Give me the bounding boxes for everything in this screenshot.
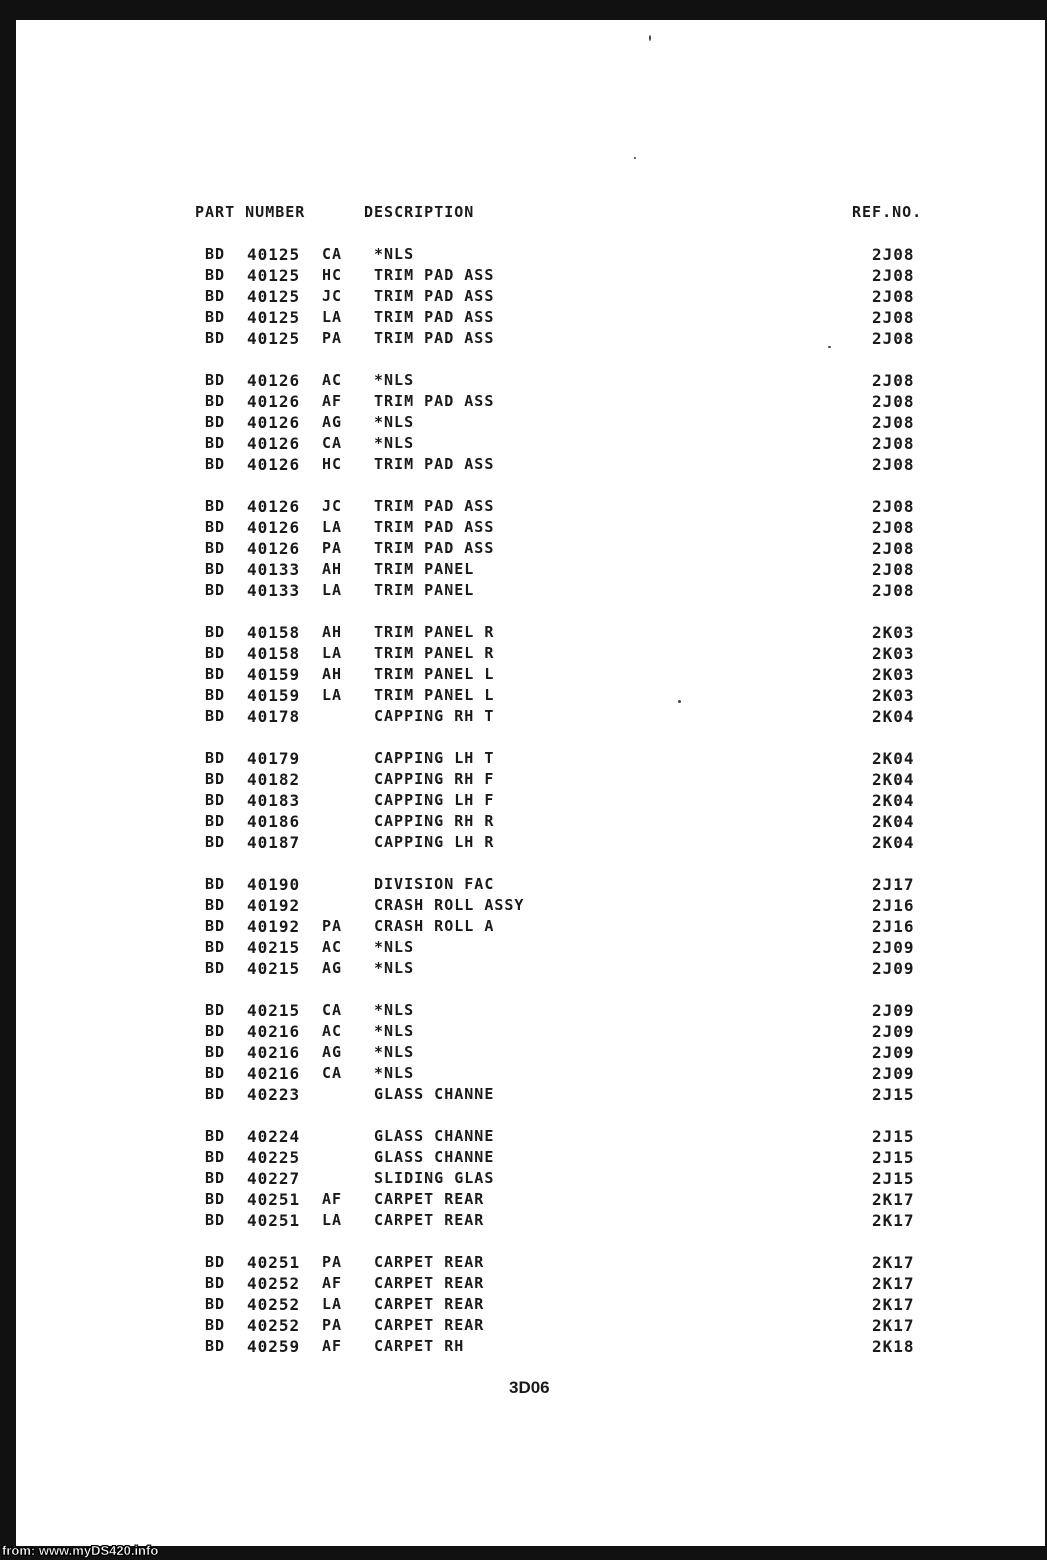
scan-speck	[828, 346, 831, 348]
part-prefix: BD	[205, 686, 226, 704]
table-row	[16, 1084, 1045, 1105]
part-variant: PA	[322, 917, 343, 935]
ref-number: 2J15	[872, 1148, 915, 1167]
part-number: 40126	[247, 392, 301, 411]
table-row	[16, 790, 1045, 811]
part-description: TRIM PANEL	[374, 581, 475, 599]
part-number: 40259	[247, 1337, 301, 1356]
scan-speck	[649, 35, 651, 41]
part-description: CAPPING RH R	[374, 812, 495, 830]
table-row	[16, 664, 1045, 685]
part-prefix: BD	[205, 1169, 226, 1187]
part-description: *NLS	[374, 1064, 415, 1082]
part-variant: LA	[322, 1211, 343, 1229]
part-variant: CA	[322, 1064, 343, 1082]
ref-number: 2K17	[872, 1211, 915, 1230]
ref-number: 2J09	[872, 959, 915, 978]
part-variant: AF	[322, 1190, 343, 1208]
table-row	[16, 307, 1045, 328]
part-description: CAPPING RH T	[374, 707, 495, 725]
table-row	[16, 370, 1045, 391]
part-prefix: BD	[205, 539, 226, 557]
part-description: CRASH ROLL A	[374, 917, 495, 935]
part-description: CRASH ROLL ASSY	[374, 896, 525, 914]
table-row	[16, 769, 1045, 790]
part-description: *NLS	[374, 413, 415, 431]
part-variant: PA	[322, 539, 343, 557]
part-prefix: BD	[205, 1211, 226, 1229]
parts-group	[16, 1252, 1045, 1357]
table-row	[16, 580, 1045, 601]
scan-speck	[678, 700, 681, 703]
watermark-text: from: www.myDS420.info	[2, 1543, 159, 1558]
ref-number: 2K04	[872, 770, 915, 789]
table-row	[16, 391, 1045, 412]
part-number: 40252	[247, 1295, 301, 1314]
ref-number: 2J08	[872, 413, 915, 432]
part-prefix: BD	[205, 308, 226, 326]
ref-number: 2K17	[872, 1274, 915, 1293]
ref-number: 2J15	[872, 1169, 915, 1188]
part-prefix: BD	[205, 560, 226, 578]
table-row	[16, 244, 1045, 265]
part-prefix: BD	[205, 938, 226, 956]
table-row	[16, 1294, 1045, 1315]
part-description: *NLS	[374, 371, 415, 389]
part-number: 40125	[247, 245, 301, 264]
part-description: CAPPING LH T	[374, 749, 495, 767]
part-number: 40224	[247, 1127, 301, 1146]
table-row	[16, 706, 1045, 727]
part-prefix: BD	[205, 1001, 226, 1019]
part-number: 40125	[247, 308, 301, 327]
parts-list	[16, 244, 1045, 1378]
part-variant: AH	[322, 623, 343, 641]
ref-number: 2J08	[872, 581, 915, 600]
part-variant: CA	[322, 434, 343, 452]
part-number: 40126	[247, 434, 301, 453]
part-prefix: BD	[205, 1253, 226, 1271]
ref-number: 2J08	[872, 497, 915, 516]
part-variant: AH	[322, 665, 343, 683]
ref-number: 2J16	[872, 896, 915, 915]
part-prefix: BD	[205, 518, 226, 536]
ref-number: 2J15	[872, 1127, 915, 1146]
part-variant: AG	[322, 413, 343, 431]
part-variant: AF	[322, 392, 343, 410]
part-description: CARPET REAR	[374, 1295, 485, 1313]
part-number: 40192	[247, 896, 301, 915]
ref-number: 2J08	[872, 560, 915, 579]
part-prefix: BD	[205, 917, 226, 935]
part-variant: JC	[322, 287, 343, 305]
parts-group	[16, 1126, 1045, 1231]
part-number: 40126	[247, 413, 301, 432]
part-number: 40216	[247, 1064, 301, 1083]
part-number: 40216	[247, 1022, 301, 1041]
part-number: 40179	[247, 749, 301, 768]
ref-number: 2K03	[872, 623, 915, 642]
ref-number: 2J09	[872, 1043, 915, 1062]
ref-number: 2J17	[872, 875, 915, 894]
ref-number: 2J08	[872, 455, 915, 474]
part-prefix: BD	[205, 896, 226, 914]
part-description: CAPPING RH F	[374, 770, 495, 788]
table-row	[16, 874, 1045, 895]
part-number: 40252	[247, 1316, 301, 1335]
table-row	[16, 1252, 1045, 1273]
scan-speck	[634, 157, 636, 159]
table-row	[16, 1000, 1045, 1021]
parts-group	[16, 244, 1045, 349]
ref-number: 2K17	[872, 1295, 915, 1314]
ref-number: 2J08	[872, 392, 915, 411]
part-prefix: BD	[205, 959, 226, 977]
part-variant: AH	[322, 560, 343, 578]
table-row	[16, 1126, 1045, 1147]
part-variant: AC	[322, 1022, 343, 1040]
part-number: 40133	[247, 581, 301, 600]
part-description: CARPET REAR	[374, 1253, 485, 1271]
ref-number: 2J08	[872, 518, 915, 537]
table-row	[16, 286, 1045, 307]
part-description: TRIM PAD ASS	[374, 497, 495, 515]
part-description: *NLS	[374, 959, 415, 977]
header-description: DESCRIPTION	[364, 203, 475, 221]
part-prefix: BD	[205, 581, 226, 599]
table-row	[16, 1315, 1045, 1336]
table-row	[16, 265, 1045, 286]
part-description: TRIM PAD ASS	[374, 329, 495, 347]
ref-number: 2J09	[872, 1022, 915, 1041]
part-description: CAPPING LH R	[374, 833, 495, 851]
part-prefix: BD	[205, 1295, 226, 1313]
table-row	[16, 811, 1045, 832]
part-description: *NLS	[374, 1001, 415, 1019]
part-description: CARPET REAR	[374, 1211, 485, 1229]
table-row	[16, 328, 1045, 349]
part-variant: HC	[322, 455, 343, 473]
part-variant: LA	[322, 644, 343, 662]
part-number: 40125	[247, 329, 301, 348]
parts-group	[16, 748, 1045, 853]
part-description: GLASS CHANNE	[374, 1085, 495, 1103]
part-prefix: BD	[205, 392, 226, 410]
ref-number: 2K04	[872, 812, 915, 831]
part-prefix: BD	[205, 1190, 226, 1208]
part-description: TRIM PANEL R	[374, 623, 495, 641]
ref-number: 2J09	[872, 938, 915, 957]
part-number: 40159	[247, 665, 301, 684]
part-description: CARPET RH	[374, 1337, 465, 1355]
ref-number: 2K04	[872, 707, 915, 726]
part-description: TRIM PAD ASS	[374, 266, 495, 284]
part-description: TRIM PAD ASS	[374, 287, 495, 305]
part-prefix: BD	[205, 1127, 226, 1145]
part-number: 40158	[247, 644, 301, 663]
part-number: 40251	[247, 1253, 301, 1272]
part-number: 40192	[247, 917, 301, 936]
ref-number: 2K03	[872, 665, 915, 684]
part-description: GLASS CHANNE	[374, 1127, 495, 1145]
part-prefix: BD	[205, 833, 226, 851]
part-number: 40133	[247, 560, 301, 579]
part-description: TRIM PAD ASS	[374, 308, 495, 326]
part-variant: LA	[322, 581, 343, 599]
part-description: CARPET REAR	[374, 1190, 485, 1208]
table-row	[16, 496, 1045, 517]
document-page	[16, 20, 1045, 1546]
part-number: 40125	[247, 266, 301, 285]
part-variant: JC	[322, 497, 343, 515]
table-row	[16, 685, 1045, 706]
part-prefix: BD	[205, 665, 226, 683]
part-prefix: BD	[205, 707, 226, 725]
part-description: *NLS	[374, 938, 415, 956]
page-code: 3D06	[509, 1378, 550, 1397]
ref-number: 2J08	[872, 434, 915, 453]
part-description: TRIM PAD ASS	[374, 392, 495, 410]
part-prefix: BD	[205, 455, 226, 473]
part-number: 40158	[247, 623, 301, 642]
parts-group	[16, 874, 1045, 979]
ref-number: 2K17	[872, 1316, 915, 1335]
part-variant: AG	[322, 1043, 343, 1061]
part-variant: LA	[322, 1295, 343, 1313]
ref-number: 2J08	[872, 287, 915, 306]
part-prefix: BD	[205, 1064, 226, 1082]
parts-group	[16, 496, 1045, 601]
part-number: 40126	[247, 455, 301, 474]
ref-number: 2J09	[872, 1064, 915, 1083]
table-row	[16, 1042, 1045, 1063]
part-variant: LA	[322, 308, 343, 326]
part-number: 40159	[247, 686, 301, 705]
part-number: 40126	[247, 539, 301, 558]
part-prefix: BD	[205, 1148, 226, 1166]
part-variant: AF	[322, 1274, 343, 1292]
table-row	[16, 1273, 1045, 1294]
table-row	[16, 622, 1045, 643]
table-row	[16, 559, 1045, 580]
part-prefix: BD	[205, 644, 226, 662]
part-number: 40126	[247, 497, 301, 516]
part-description: TRIM PANEL L	[374, 665, 495, 683]
part-description: TRIM PAD ASS	[374, 518, 495, 536]
table-row	[16, 412, 1045, 433]
table-row	[16, 538, 1045, 559]
parts-group	[16, 1000, 1045, 1105]
part-number: 40215	[247, 959, 301, 978]
table-row	[16, 643, 1045, 664]
part-number: 40178	[247, 707, 301, 726]
part-number: 40186	[247, 812, 301, 831]
part-prefix: BD	[205, 434, 226, 452]
part-prefix: BD	[205, 749, 226, 767]
ref-number: 2K04	[872, 833, 915, 852]
part-prefix: BD	[205, 287, 226, 305]
table-row	[16, 895, 1045, 916]
part-variant: PA	[322, 329, 343, 347]
part-description: TRIM PANEL	[374, 560, 475, 578]
part-variant: HC	[322, 266, 343, 284]
part-variant: PA	[322, 1316, 343, 1334]
part-prefix: BD	[205, 497, 226, 515]
parts-group	[16, 370, 1045, 475]
part-variant: PA	[322, 1253, 343, 1271]
table-row	[16, 916, 1045, 937]
part-description: TRIM PAD ASS	[374, 539, 495, 557]
part-variant: AF	[322, 1337, 343, 1355]
part-prefix: BD	[205, 1043, 226, 1061]
part-description: DIVISION FAC	[374, 875, 495, 893]
part-variant: AC	[322, 938, 343, 956]
part-number: 40251	[247, 1211, 301, 1230]
table-row	[16, 1189, 1045, 1210]
part-prefix: BD	[205, 413, 226, 431]
ref-number: 2J15	[872, 1085, 915, 1104]
table-row	[16, 1336, 1045, 1357]
ref-number: 2K04	[872, 749, 915, 768]
ref-number: 2J08	[872, 371, 915, 390]
part-variant: CA	[322, 245, 343, 263]
part-description: SLIDING GLAS	[374, 1169, 495, 1187]
part-description: CARPET REAR	[374, 1274, 485, 1292]
table-row	[16, 517, 1045, 538]
ref-number: 2K17	[872, 1190, 915, 1209]
table-row	[16, 1147, 1045, 1168]
part-number: 40182	[247, 770, 301, 789]
table-row	[16, 748, 1045, 769]
part-description: TRIM PANEL L	[374, 686, 495, 704]
part-description: GLASS CHANNE	[374, 1148, 495, 1166]
part-prefix: BD	[205, 791, 226, 809]
part-variant: AC	[322, 371, 343, 389]
part-number: 40125	[247, 287, 301, 306]
part-prefix: BD	[205, 1337, 226, 1355]
table-row	[16, 433, 1045, 454]
parts-group	[16, 622, 1045, 727]
part-prefix: BD	[205, 1022, 226, 1040]
part-number: 40252	[247, 1274, 301, 1293]
part-description: *NLS	[374, 245, 415, 263]
part-variant: LA	[322, 686, 343, 704]
table-row	[16, 1021, 1045, 1042]
ref-number: 2K03	[872, 644, 915, 663]
part-prefix: BD	[205, 1085, 226, 1103]
part-number: 40126	[247, 371, 301, 390]
ref-number: 2J08	[872, 245, 915, 264]
part-number: 40227	[247, 1169, 301, 1188]
part-number: 40187	[247, 833, 301, 852]
ref-number: 2K17	[872, 1253, 915, 1272]
part-number: 40215	[247, 1001, 301, 1020]
ref-number: 2J08	[872, 539, 915, 558]
part-prefix: BD	[205, 875, 226, 893]
part-prefix: BD	[205, 371, 226, 389]
table-row	[16, 1210, 1045, 1231]
table-row	[16, 937, 1045, 958]
part-number: 40216	[247, 1043, 301, 1062]
table-row	[16, 832, 1045, 853]
part-prefix: BD	[205, 329, 226, 347]
table-row	[16, 454, 1045, 475]
ref-number: 2J08	[872, 329, 915, 348]
part-number: 40251	[247, 1190, 301, 1209]
ref-number: 2K03	[872, 686, 915, 705]
part-description: *NLS	[374, 434, 415, 452]
header-part-number: PART NUMBER	[195, 203, 306, 221]
ref-number: 2J16	[872, 917, 915, 936]
part-prefix: BD	[205, 266, 226, 284]
part-prefix: BD	[205, 1274, 226, 1292]
ref-number: 2K18	[872, 1337, 915, 1356]
part-number: 40223	[247, 1085, 301, 1104]
part-prefix: BD	[205, 770, 226, 788]
part-description: *NLS	[374, 1022, 415, 1040]
part-number: 40126	[247, 518, 301, 537]
part-prefix: BD	[205, 245, 226, 263]
part-prefix: BD	[205, 1316, 226, 1334]
part-description: CARPET REAR	[374, 1316, 485, 1334]
header-ref-no: REF.NO.	[852, 203, 923, 221]
part-description: *NLS	[374, 1043, 415, 1061]
table-row	[16, 1168, 1045, 1189]
part-variant: CA	[322, 1001, 343, 1019]
part-variant: AG	[322, 959, 343, 977]
part-description: TRIM PANEL R	[374, 644, 495, 662]
ref-number: 2J09	[872, 1001, 915, 1020]
part-prefix: BD	[205, 623, 226, 641]
part-number: 40183	[247, 791, 301, 810]
ref-number: 2K04	[872, 791, 915, 810]
ref-number: 2J08	[872, 266, 915, 285]
part-number: 40225	[247, 1148, 301, 1167]
part-prefix: BD	[205, 812, 226, 830]
table-row	[16, 958, 1045, 979]
part-number: 40215	[247, 938, 301, 957]
ref-number: 2J08	[872, 308, 915, 327]
part-description: TRIM PAD ASS	[374, 455, 495, 473]
part-description: CAPPING LH F	[374, 791, 495, 809]
part-number: 40190	[247, 875, 301, 894]
part-variant: LA	[322, 518, 343, 536]
table-row	[16, 1063, 1045, 1084]
